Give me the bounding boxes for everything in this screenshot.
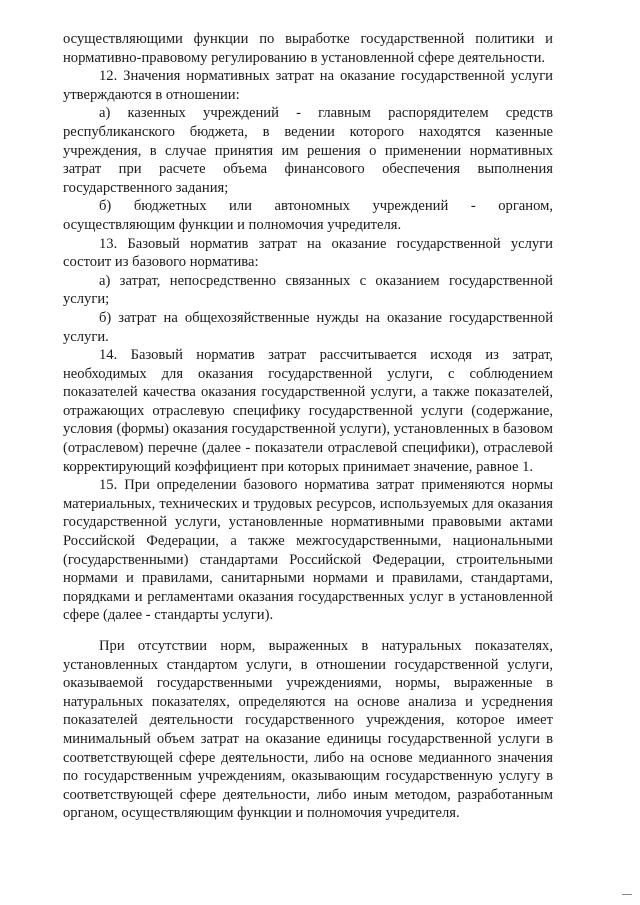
paragraph-12: 12. Значения нормативных затрат на оказание государственной услуги утверждаются в отношении: — [63, 68, 553, 103]
paragraph-12-a: а) казенных учреждений - главным распорядителем средств республиканского бюджета, в ведении которого находятся казенные учреждения, в случае принятия им решения о применении нормативных затрат при расчете объема финансового обеспечения выполнения государственного задания; — [63, 105, 553, 196]
paragraph-13-a: а) затрат, непосредственно связанных с оказанием государственной услуги; — [63, 272, 553, 308]
paragraph-continuation: осуществляющими функции по выработке государственной политики и нормативно-правовому регулированию в установленной сфере деятельности. — [63, 31, 553, 66]
paragraph-15: 15. При определении базового норматива затрат применяются нормы материальных, технических и трудовых ресурсов, используемых для оказания государственной услуги, установленные нормативными правовыми актами Российской Федерации, а также межгосударственными, национальными (государственными) стандартами Российской Федерации, строительными нормами и правилами, санитарными нормами и правилами, стандартами, порядками и регламентами оказания государственных услуг в установленной сфере (далее - стандарты услуги). — [63, 477, 553, 624]
paragraph-13: 13. Базовый норматив затрат на оказание государственной услуги состоит из базового норматива: — [63, 235, 553, 271]
scan-corner-mark — [622, 894, 632, 895]
paragraph-13-b: б) затрат на общехозяйственные нужды на оказание государственной услуги. — [63, 309, 553, 345]
paragraph-15-absent-norms: При отсутствии норм, выраженных в натуральных показателях, установленных стандартом услуги, в отношении государственной услуги, оказываемой государственными учреждениями, нормы, выраженные в натуральных показателях, определяются на основе анализа и усреднения показателей деятельности государственного учреждения, которое имеет минимальный объем затрат на оказание единицы государственной услуги в соответствующей сфере деятельности, либо на основе медианного значения по государственным учреждениям, оказывающим государственную услугу в соответствующей сфере деятельности, либо иным методом, разработанным органом, осуществляющим функции и полномочия учредителя. — [63, 638, 553, 822]
paragraph-14: 14. Базовый норматив затрат рассчитывается исходя из затрат, необходимых для оказания государственной услуги, с соблюдением показателей качества оказания государственной услуги, а также показателей, отражающих отраслевую специфику государственной услуги (содержание, условия (формы) оказания государственной услуги), установленных в базовом (отраслевом) перечне (далее - показатели отраслевой специфики), отраслевой корректирующий коэффициент при которых принимает значение, равное 1. — [63, 347, 553, 475]
document-page — [63, 30, 553, 823]
paragraph-12-b: б) бюджетных или автономных учреждений - органом, осуществляющим функции и полномочия учредителя. — [63, 198, 553, 233]
